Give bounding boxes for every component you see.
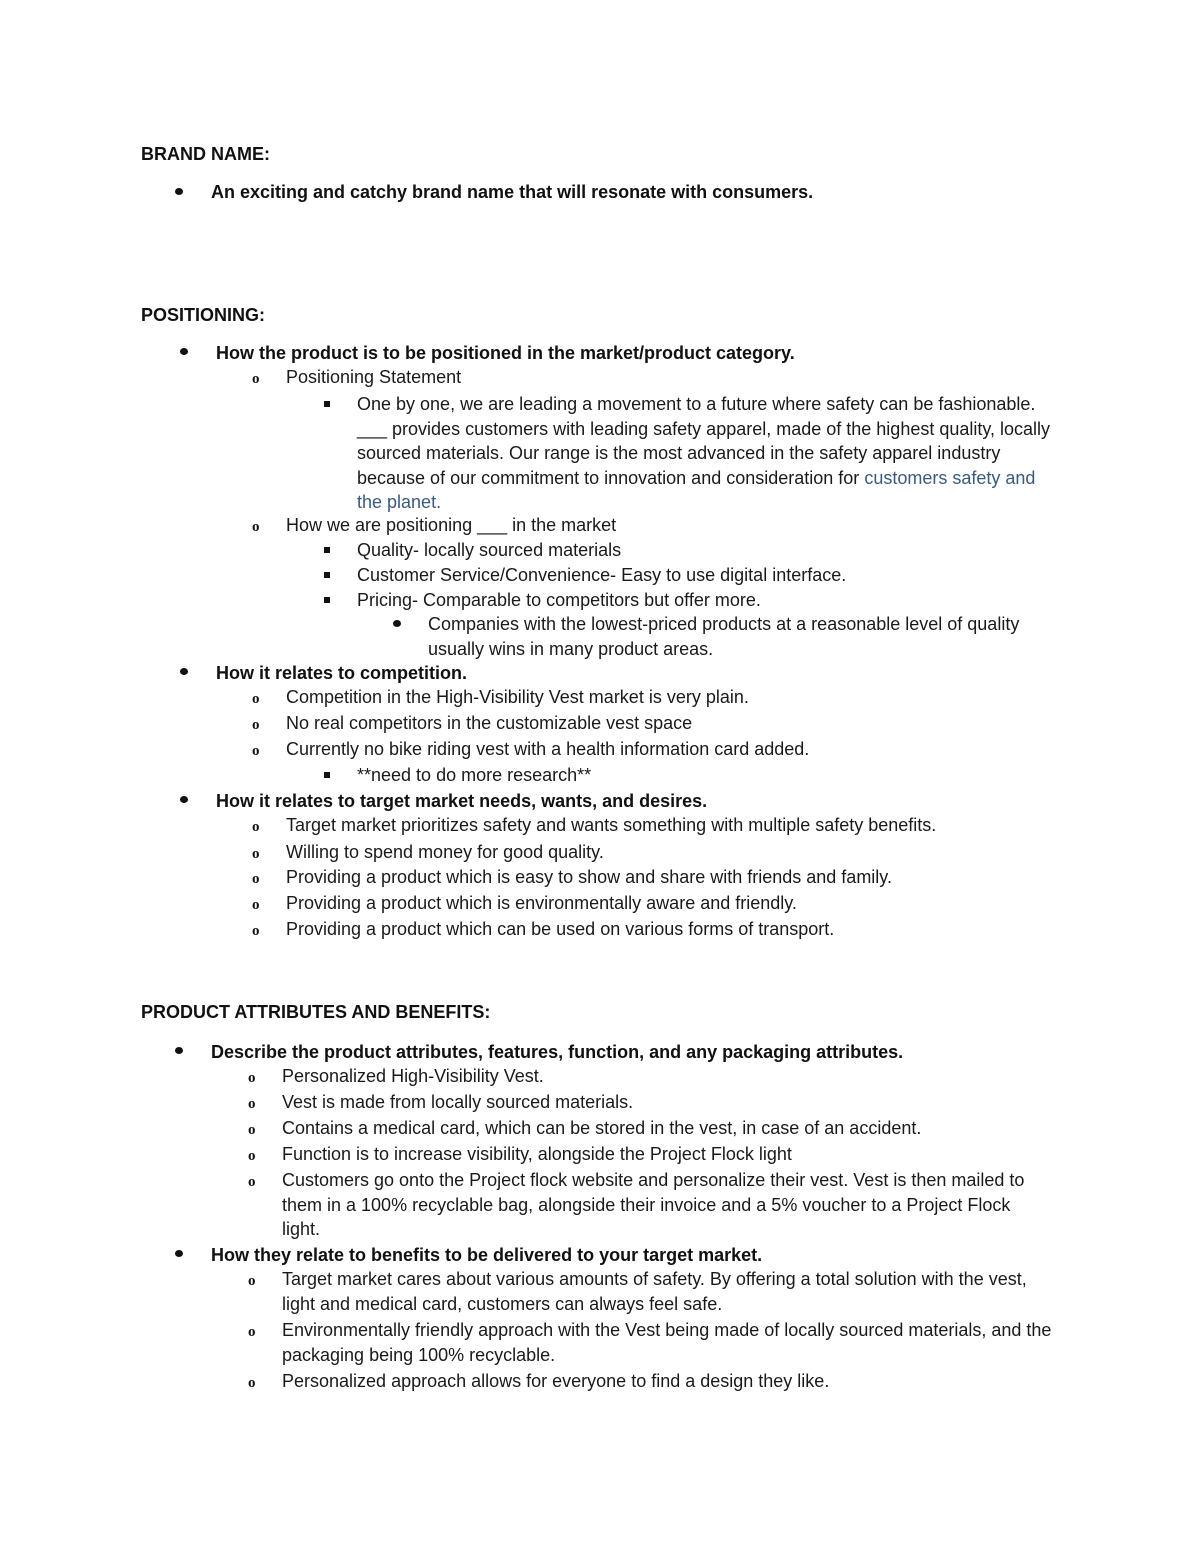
competition-item-1: Competition in the High-Visibility Vest market is very plain. (286, 687, 749, 707)
benefit-item-2: Environmentally friendly approach with the Vest being made of locally sourced materials, and the packaging being 100% recyclable. (282, 1320, 1052, 1365)
bullet-square-icon (324, 597, 330, 603)
competition-item-3: Currently no bike riding vest with a health information card added. (286, 739, 810, 759)
bullet-o-icon: o (252, 846, 260, 862)
benefit-item-1: Target market cares about various amounts of safety. By offering a total solution with the vest, light and medical card, customers can always feel safe. (282, 1269, 1027, 1314)
bullet-o-icon: o (252, 691, 260, 707)
attribute-item-3: Contains a medical card, which can be stored in the vest, in case of an accident. (282, 1118, 922, 1138)
positioning-heading: POSITIONING: (141, 305, 266, 325)
attributes-heading: PRODUCT ATTRIBUTES AND BENEFITS: (141, 1002, 491, 1022)
bullet-o-icon: o (248, 1273, 256, 1289)
attributes-point-describe: Describe the product attributes, features, function, and any packaging attributes. (211, 1042, 904, 1062)
competition-item-2: No real competitors in the customizable vest space (286, 713, 693, 733)
positioning-pricing-note: Companies with the lowest-priced products at a reasonable level of quality usually wins in many product areas. (428, 614, 1020, 659)
positioning-statement-label: Positioning Statement (286, 367, 462, 387)
needs-item-4: Providing a product which is environmentally aware and friendly. (286, 893, 797, 913)
attributes-point-benefits: How they relate to benefits to be delivered to your target market. (211, 1245, 763, 1265)
attribute-item-2: Vest is made from locally sourced materials. (282, 1092, 634, 1112)
bullet-square-icon (324, 547, 330, 553)
positioning-statement-text (357, 392, 1057, 515)
statement-highlight: customers safety and the planet. (357, 467, 1036, 512)
bullet-dot-icon (180, 348, 188, 355)
attribute-item-4: Function is to increase visibility, alongside the Project Flock light (282, 1144, 792, 1164)
benefit-item-3: Personalized approach allows for everyone to find a design they like. (282, 1371, 830, 1391)
bullet-o-icon: o (248, 1096, 256, 1112)
bullet-o-icon: o (248, 1375, 256, 1391)
bullet-o-icon: o (248, 1122, 256, 1138)
needs-item-2: Willing to spend money for good quality. (286, 842, 604, 862)
bullet-o-icon: o (248, 1070, 256, 1086)
positioning-point-needs: How it relates to target market needs, wants, and desires. (216, 791, 708, 811)
attribute-item-1: Personalized High-Visibility Vest. (282, 1066, 544, 1086)
positioning-quality: Quality- locally sourced materials (357, 540, 622, 560)
bullet-o-icon: o (252, 743, 260, 759)
bullet-dot-icon (175, 188, 183, 195)
bullet-o-icon: o (248, 1148, 256, 1164)
bullet-dot-icon (393, 620, 401, 627)
bullet-square-icon (324, 772, 330, 778)
bullet-o-icon: o (252, 371, 260, 387)
bullet-o-icon: o (252, 519, 260, 535)
bullet-o-icon: o (252, 717, 260, 733)
bullet-o-icon: o (252, 871, 260, 887)
brand-name-heading: BRAND NAME: (141, 144, 270, 164)
needs-item-1: Target market prioritizes safety and wants something with multiple safety benefits. (286, 815, 937, 835)
bullet-dot-icon (175, 1250, 183, 1257)
bullet-square-icon (324, 572, 330, 578)
bullet-o-icon: o (248, 1324, 256, 1340)
positioning-service: Customer Service/Convenience- Easy to use digital interface. (357, 565, 847, 585)
needs-item-5: Providing a product which can be used on various forms of transport. (286, 919, 835, 939)
bullet-dot-icon (175, 1047, 183, 1054)
bullet-square-icon (324, 401, 330, 407)
positioning-how-label: How we are positioning ___ in the market (286, 515, 617, 535)
positioning-pricing: Pricing- Comparable to competitors but offer more. (357, 590, 761, 610)
attribute-item-5: Customers go onto the Project flock website and personalize their vest. Vest is then mailed to them in a 100% recyclable bag, alongside their invoice and a 5% voucher to a Project Flock light. (282, 1170, 1025, 1239)
competition-research-note: **need to do more research** (357, 765, 592, 785)
bullet-dot-icon (180, 796, 188, 803)
positioning-point-category: How the product is to be positioned in the market/product category. (216, 343, 795, 363)
brand-name-point: An exciting and catchy brand name that will resonate with consumers. (211, 182, 814, 202)
statement-body: One by one, we are leading a movement to a future where safety can be fashionable. ___ provides customers with leading safety apparel, made of the highest quality, locally sourced materials. Our range is the most advanced in the safety apparel industry because of our commitment to innovation and consideration for (357, 394, 1051, 488)
bullet-dot-icon (180, 668, 188, 675)
bullet-o-icon: o (252, 923, 260, 939)
bullet-o-icon: o (248, 1174, 256, 1190)
needs-item-3: Providing a product which is easy to show and share with friends and family. (286, 867, 892, 887)
positioning-point-competition: How it relates to competition. (216, 663, 468, 683)
bullet-o-icon: o (252, 819, 260, 835)
bullet-o-icon: o (252, 897, 260, 913)
